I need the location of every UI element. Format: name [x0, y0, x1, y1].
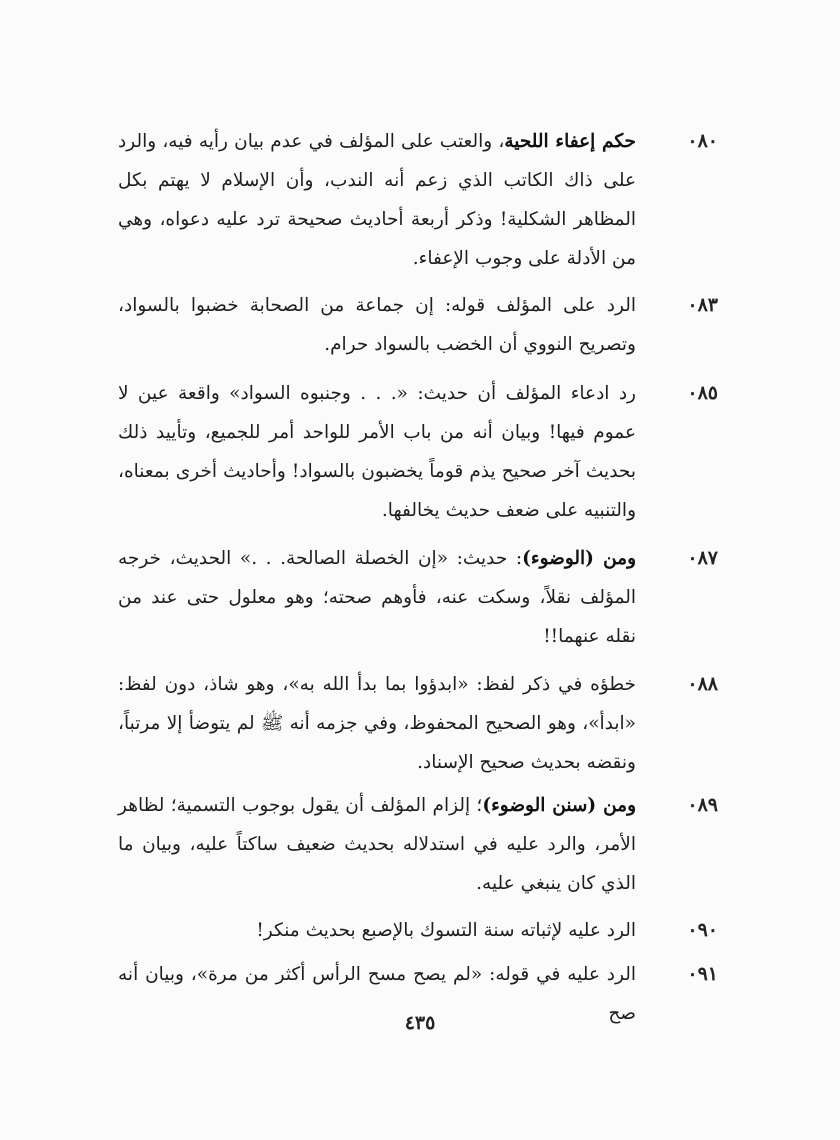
entry-090	[118, 911, 718, 950]
entry-body: : حديث: «إن الخصلة الصالحة. . .» الحديث، خرجه المؤلف نقلاً، وسكت عنه، فأوهم صحته؛ وهو معلول حتى عند من نقله عنهما!!	[118, 548, 636, 647]
entry-085	[118, 374, 718, 530]
entry-body: ؛ إلزام المؤلف أن يقول بوجوب التسمية؛ لظاهر الأمر، والرد عليه في استدلاله بحديث ضعيف ساكتاً عليه، وبيان ما الذي كان ينبغي عليه.	[118, 795, 636, 894]
entry-body: رد ادعاء المؤلف أن حديث: «. . . وجنبوه السواد» واقعة عين لا عموم فيها! وبيان أنه من باب الأمر للواحد أمر للجميع، وتأييد ذلك بحديث آخر صحيح يذم قوماً يخضبون بالسواد! وأحاديث أخرى بمعناه، والتنبيه على ضعف حديث يخالفها.	[118, 383, 636, 521]
entry-number: ٠٨٧	[687, 547, 718, 569]
entry-number: ٠٩١	[687, 963, 718, 985]
entry-body: الرد عليه لإثباته سنة التسوك بالإصبع بحديث منكر!	[256, 920, 636, 941]
entry-number: ٠٨٩	[687, 794, 718, 816]
entry-text	[118, 911, 636, 950]
entry-text	[118, 122, 636, 278]
entry-number: ٠٩٠	[687, 919, 718, 941]
entry-number: ٠٨٥	[687, 382, 718, 404]
entry-text	[118, 374, 636, 530]
entry-body: الرد على المؤلف قوله: إن جماعة من الصحابة خضبوا بالسواد، وتصريح النووي أن الخضب بالسواد حرام.	[118, 295, 636, 355]
entry-heading: حكم إعفاء اللحية	[504, 131, 636, 152]
entry-088	[118, 665, 718, 782]
entry-body: الرد عليه في قوله: «لم يصح مسح الرأس أكثر من مرة»، وبيان أنه صح	[118, 964, 636, 1024]
entry-text	[118, 539, 636, 656]
entry-number: ٠٨٣	[687, 294, 718, 316]
entry-text	[118, 286, 636, 364]
entry-text	[118, 665, 636, 782]
page-number: ٤٣٥	[404, 1012, 436, 1034]
entry-087	[118, 539, 718, 656]
entry-number: ٠٨٨	[687, 673, 718, 695]
entry-083	[118, 286, 718, 364]
entry-heading: ومن (سنن الوضوء)	[482, 795, 636, 816]
entry-body: خطؤه في ذكر لفظ: «ابدؤوا بما بدأ الله به»، وهو شاذ، دون لفظ: «ابدأ»، وهو الصحيح المحفوظ، وفي جزمه أنه ﷺ لم يتوضأ إلا مرتباً، ونقضه بحديث صحيح الإسناد.	[118, 674, 636, 773]
entry-080	[118, 122, 718, 278]
entry-number: ٠٨٠	[687, 130, 718, 152]
entry-heading: ومن (الوضوء)	[522, 548, 637, 569]
entry-089	[118, 786, 718, 903]
entry-body: ، والعتب على المؤلف في عدم بيان رأيه فيه، والرد على ذاك الكاتب الذي زعم أنه الندب، وأن الإسلام لا يهتم بكل المظاهر الشكلية! وذكر أربعة أحاديث صحيحة ترد عليه دعواه، وهي من الأدلة على وجوب الإعفاء.	[118, 131, 636, 269]
entry-text	[118, 786, 636, 903]
